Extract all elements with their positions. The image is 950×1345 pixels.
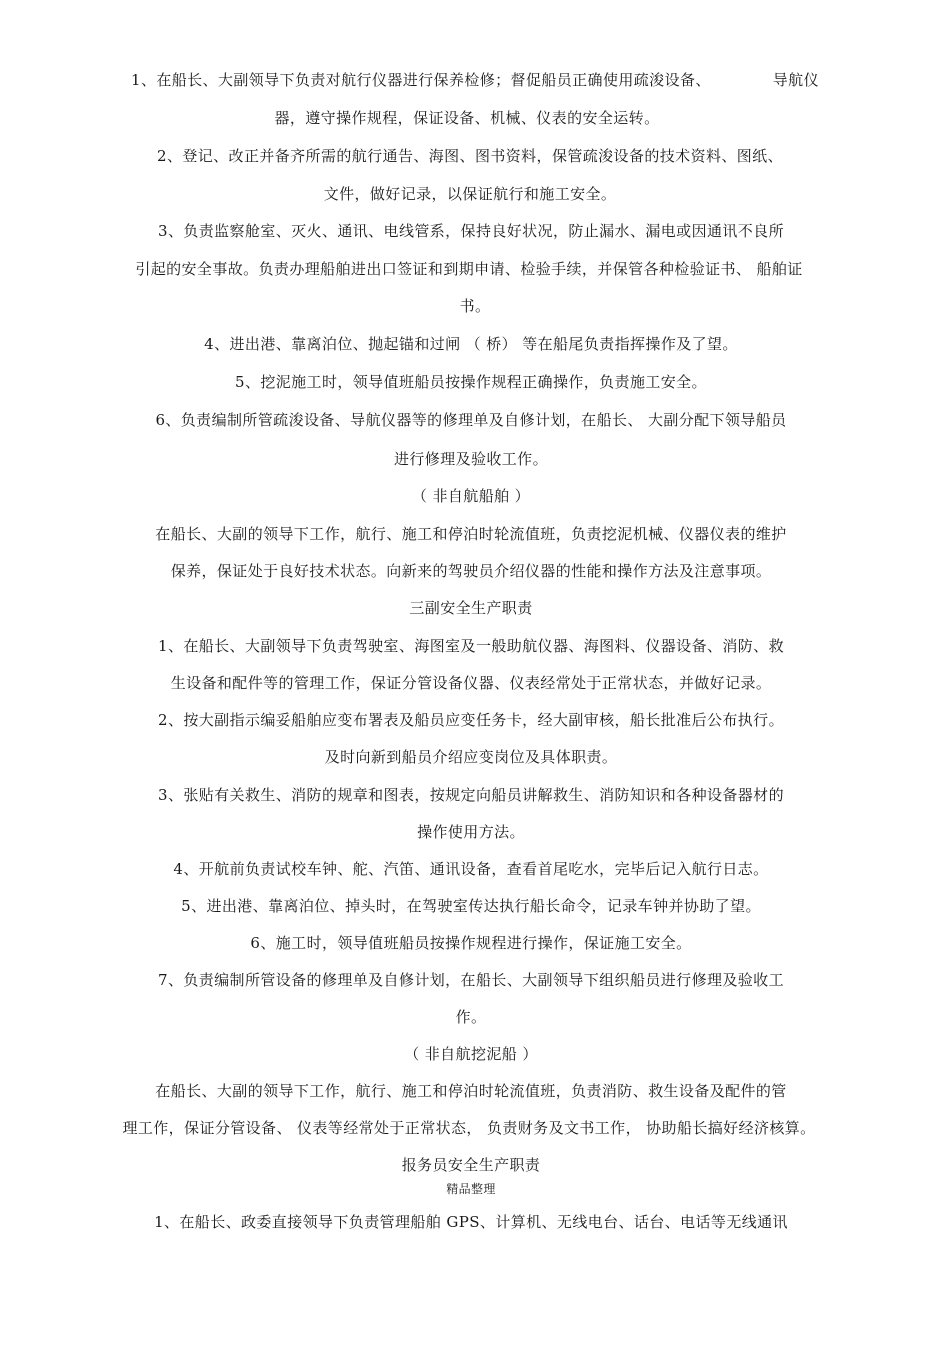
nav-item3-line3: 书。 (459, 297, 491, 315)
third-non-self-line2: 理工作，保证分管设备、 仪表等经常处于正常状态， 负责财务及文书工作， 协助船长搞好经济核算。 (122, 1119, 816, 1137)
nav-item2-line1: 2、登记、改正并备齐所需的航行通告、海图、图书资料，保管疏浚设备的技术资料、图纸、 (157, 147, 783, 165)
nav-item1-line1: 1、在船长、大副领导下负责对航行仪器进行保养检修；督促船员正确使用疏浚设备、 导航仪 (131, 71, 819, 89)
third-item3-line1: 3、张贴有关救生、消防的规章和图表，按规定向船员讲解救生、消防知识和各种设备器材的 (158, 786, 784, 804)
third-item2-line2: 及时向新到船员介绍应变岗位及具体职责。 (324, 748, 618, 766)
nav-item6-line1: 6、负责编制所管疏浚设备、导航仪器等的修理单及自修计划，在船长、 大副分配下领导船员 (155, 411, 787, 429)
nav-item5: 5、挖泥施工时，领导值班船员按操作规程正确操作，负责施工安全。 (235, 373, 707, 391)
third-item1-line2: 生设备和配件等的管理工作，保证分管设备仪器、仪表经常处于正常状态，并做好记录。 (170, 674, 772, 692)
third-item6: 6、施工时，领导值班船员按操作规程进行操作，保证施工安全。 (250, 934, 692, 952)
third-item1-line1: 1、在船长、大副领导下负责驾驶室、海图室及一般助航仪器、海图料、仪器设备、消防、救 (158, 637, 784, 655)
radio-item1-line1: 1、在船长、政委直接领导下负责管理船舶 GPS、计算机、无线电台、话台、电话等无线通讯 (154, 1213, 788, 1231)
nav-non-self-heading: （ 非自航船舶 ） (411, 487, 531, 505)
nav-item1-line2: 器，遵守操作规程，保证设备、机械、仪表的安全运转。 (274, 109, 660, 127)
third-item3-line2: 操作使用方法。 (417, 823, 525, 841)
nav-item3-line2: 引起的安全事故。负责办理船舶进出口签证和到期申请、检验手续，并保管各种检验证书、 船舶证 (135, 260, 803, 278)
nav-item4: 4、进出港、靠离泊位、抛起锚和过闸 （ 桥） 等在船尾负责指挥操作及了望。 (204, 335, 738, 353)
third-item2-line1: 2、按大副指示编妥船舶应变布署表及船员应变任务卡，经大副审核，船长批准后公布执行。 (158, 711, 784, 729)
nav-item6-line2: 进行修理及验收工作。 (393, 450, 548, 468)
nav-non-self-line2: 保养，保证处于良好技术状态。向新来的驾驶员介绍仪器的性能和操作方法及注意事项。 (170, 562, 772, 580)
third-non-self-heading: （ 非自航挖泥船 ） (404, 1045, 538, 1063)
nav-item2-line2: 文件，做好记录，以保证航行和施工安全。 (323, 185, 617, 203)
third-item7-line1: 7、负责编制所管设备的修理单及自修计划，在船长、大副领导下组织船员进行修理及验收工 (158, 971, 784, 989)
third-mate-title: 三副安全生产职责 (409, 599, 533, 617)
third-non-self-line1: 在船长、大副的领导下工作，航行、施工和停泊时轮流值班，负责消防、救生设备及配件的管 (155, 1082, 787, 1100)
radio-operator-title: 报务员安全生产职责 (401, 1156, 541, 1174)
nav-non-self-line1: 在船长、大副的领导下工作，航行、施工和停泊时轮流值班，负责挖泥机械、仪器仪表的维护 (155, 525, 787, 543)
third-item7-line2: 作。 (455, 1008, 487, 1026)
third-item5: 5、进出港、靠离泊位、掉头时，在驾驶室传达执行船长命令，记录车钟并协助了望。 (181, 897, 761, 915)
third-item4: 4、开航前负责试校车钟、舵、汽笛、通讯设备，查看首尾吃水，完毕后记入航行日志。 (173, 860, 769, 878)
footer-mark: 精品整理 (446, 1182, 496, 1196)
nav-item3-line1: 3、负责监察舱室、灭火、通讯、电线管系，保持良好状况，防止漏水、漏电或因通讯不良所 (158, 222, 784, 240)
